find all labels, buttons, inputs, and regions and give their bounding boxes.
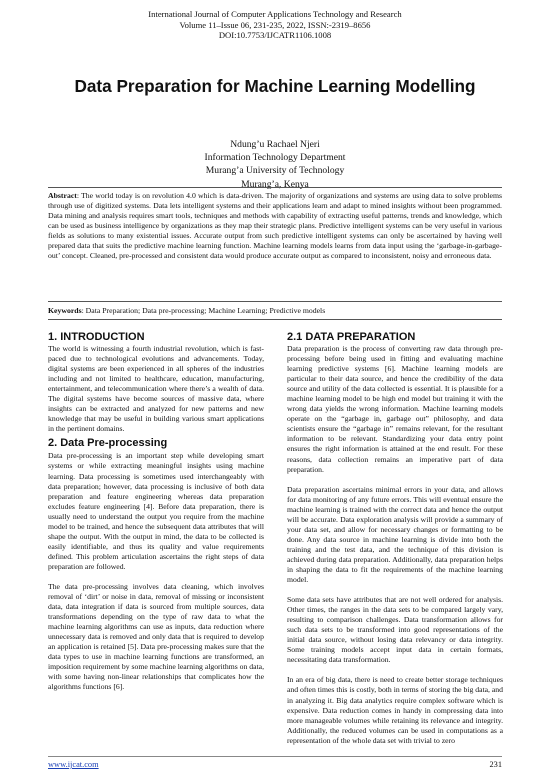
- abstract-text: : The world today is on revolution 4.0 which is data-driven. The majority of organizations and systems are using data to solve problems through use of digitized systems. Data lets intelligent systems and their applications learn and adapt to mined insights without been programmed. Data mining and analysis requires smart tools, techniques and methods with capability of extracting useful patterns, trends and knowledge, which can be used as business intelligence by organizations as they map their strategic plans. Predictive intelligent systems can be very useful in various fields as solutions to many existential issues. Accurate output from such predictive intelligent systems can only be ascertained by having well prepared data that suits the predictive machine learning function. Machine learning models learns from data input using the ‘garbage-in-garbage-out’ concept. Cleaned, pre-processed and consistent data would produce accurate output as compared to inconsistent, noisy and erroneous data.: [48, 191, 502, 260]
- keywords-text: : Data Preparation; Data pre-processing; Machine Learning; Predictive models: [81, 306, 326, 315]
- introduction-heading: 1. INTRODUCTION: [48, 331, 145, 343]
- right-column: [287, 331, 503, 746]
- author-location: Murang’a, Kenya: [241, 178, 309, 190]
- abstract: [48, 191, 502, 261]
- journal-header: [0, 9, 550, 41]
- data-preparation-paragraph-2: Data preparation ascertains minimal errors in your data, and allows for data monitoring of any future errors. This will eventual ensure the machine learning is trained with the correct data and hence the output will be accurate. Data exploration analysis will provide a summary of your data set, and allow for necessary changes or formatting to be done. Any data source in machine learning is divide into both the training and the test data, and the technique of this division is achieved during data preparation. Additionally, data preparation helps in shaping the data to fit the requirements of the machine learning model.: [287, 484, 503, 585]
- data-preparation-paragraph-3: Some data sets have attributes that are not well ordered for analysis. Other times, the ranges in the data sets to be compared largely vary, resulting to comparison challenges. Data transformation allows for such data sets to be transformed into good representations of the initial data source, without losing data relevancy or data integrity. Some training models accept input data in certain formats, necessitating data transformation.: [287, 595, 503, 665]
- abstract-label: Abstract: [48, 191, 77, 200]
- data-preparation-heading: 2.1 DATA PREPARATION: [287, 331, 416, 343]
- abstract-top-rule: [48, 187, 502, 188]
- left-column: [48, 331, 264, 693]
- page-number: 231: [489, 760, 502, 769]
- keywords-top-rule: [48, 301, 502, 302]
- author-block: [0, 138, 550, 191]
- footer-rule: [48, 756, 502, 757]
- paper-title: Data Preparation for Machine Learning Modelling: [74, 76, 476, 96]
- journal-doi: DOI:10.7753/IJCATR1106.1008: [218, 30, 332, 41]
- preprocessing-heading: 2. Data Pre-processing: [48, 437, 168, 450]
- journal-website-link[interactable]: www.ijcat.com: [48, 760, 99, 769]
- data-preparation-paragraph-4: In an era of big data, there is need to create better storage techniques and often times this is costly, both in terms of storing the big data, and in analyzing it. Big data analytics require complex software which is expensive. Data reduction comes in handy in compressing data into more manageable volumes while retaining its relevance and integrity. Additionally, the reduced volumes can be used in computations as a representation of the whole data set with trivial to zero: [287, 675, 503, 745]
- introduction-paragraph: The world is witnessing a fourth industrial revolution, which is fast-paced due to technological evolutions and advancements. Today, digital systems are been experienced in all spheres of the industries including and not limited to healthcare, education, manufacturing, entertainment, and telecommunication where there’s a wealth of data. The digital systems have become sources of massive data, where insights can be extracted and analyzed for new patterns and new knowledge that may be useful in building various smart applications in the pertinent domains.: [48, 344, 264, 434]
- author-name: Ndung’u Rachael Njeri: [230, 139, 320, 150]
- preprocessing-paragraph-1: Data pre-processing is an important step while developing smart systems or while extracting meaningful insights using machine learning. Data processing is sometimes used interchangeably with data preparation; however, data processing is inclusive of both data preparation and feature engineering whereas data preparation excludes feature engineering [4]. Before data preparation, there is usually need to understand the output you require from the machine model to be trained, and hence the subsequent data attributes that will shape the output. With the output in mind, the data to be collected is easily identifiable, and thus its quality and value requirements defined. This problem articulation ascertains the right steps of data preparation are followed.: [48, 451, 264, 571]
- keywords-label: Keywords: [48, 306, 82, 315]
- journal-name: International Journal of Computer Applications Technology and Research: [148, 9, 402, 19]
- data-preparation-paragraph-1: Data preparation is the process of converting raw data through pre-processing before being used in fitting and evaluating machine learning predictive systems [6]. Machine learning models are particular to their data source, and hence the credibility of the data source and utility of the data collected is essential. It is plausible for a machine learning model to be high end model but training it with the wrong data yields the wrong information. Machine learning models operate on the “garbage in, garbage out” philosophy, and data scientists ensure the “garbage in” remains relevant, for the resultant information to be relevant. Standardizing your data entry point ensures the right information is attained at the end result. For these reasons, data collection remains an imperative part of data preparation.: [287, 344, 503, 474]
- keywords-bottom-rule: [48, 319, 502, 320]
- preprocessing-paragraph-2: The data pre-processing involves data cleaning, which involves removal of ‘dirt’ or noise in data, removal of missing or inconsistent data, data integration if data is sourced from multiple sources, data transformations depending on the type of raw data to what the machine learning algorithms can use as inputs, data reduction where unnecessary data is removed and only data that is required to develop an application is retained [5]. Data pre-processing makes sure that the data types to use in machine learning functions are transformed, an imposition requirement by some machine learning algorithms on data, with some having non-linear relationships that complicates how the algorithms functions [6].: [48, 581, 264, 692]
- author-department: Information Technology Department: [204, 152, 346, 164]
- author-university: Murang’a University of Technology: [205, 165, 345, 177]
- journal-issue: Volume 11–Issue 06, 231-235, 2022, ISSN:-2319–8656: [179, 19, 371, 30]
- keywords: [48, 306, 502, 316]
